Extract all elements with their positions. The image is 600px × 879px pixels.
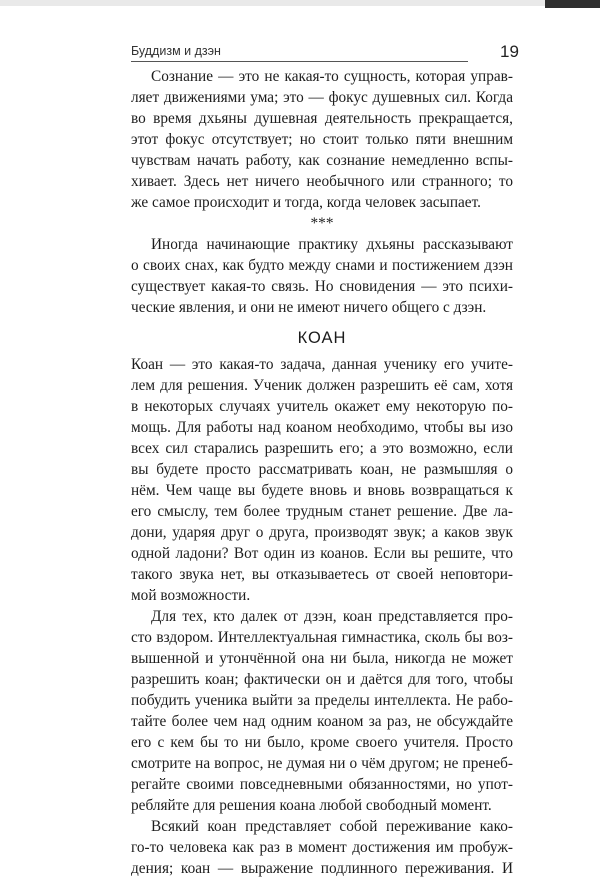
page-corner-mark [545, 0, 600, 8]
text-line: лем для решения. Ученик должен разрешить её сам, хотя [131, 377, 513, 394]
text-line: сто вздором. Интеллектуальная гимнастика, сколь бы воз- [131, 629, 513, 646]
paragraph [131, 354, 513, 606]
section-heading: КОАН [297, 329, 347, 347]
text-line: Для тех, кто далек от дзэн, коан представляется про- [151, 608, 513, 625]
text-line: его с кем бы то ни было, кроме своего учителя. Просто [131, 734, 513, 751]
text-line: Всякий коан представляет собой переживание како- [151, 818, 513, 835]
text-line: регайте своими повседневными обязанностями, но упот- [131, 776, 513, 793]
text-line: о своих снах, как будто между снами и постижением дзэн [131, 257, 513, 274]
paragraph [131, 816, 513, 879]
text-line: нём. Чем чаще вы будете вновь и вновь возвращаться к [131, 482, 513, 499]
paragraph [131, 66, 513, 213]
text-line: мощь. Для работы над коаном необходимо, чтобы вы изо [131, 419, 513, 436]
text-line: Иногда начинающие практику дхьяны рассказывают [151, 236, 513, 253]
text-line: дения; коан — выражение подлинного переживания. И [131, 860, 513, 877]
text-line: разрешить коан; фактически он и даётся для того, чтобы [131, 671, 513, 688]
section-separator: *** [310, 215, 334, 232]
page-number: 19 [500, 42, 519, 61]
text-line: всех сил старались разрешить его; а это возможно, если [131, 440, 513, 457]
text-line: существует какая-то связь. Но сновидения — это психи- [131, 278, 513, 295]
text-line: тайте более чем над одним коаном за раз, не обсуждайте [131, 713, 513, 730]
text-line: одной ладони? Вот один из коанов. Если вы решите, что [131, 545, 513, 562]
text-line: мой возможности. [131, 587, 251, 604]
text-line: ляет движениями ума; это — фокус душевных сил. Когда [131, 89, 513, 106]
page-top-edge [0, 0, 600, 6]
text-line: в некоторых случаях учитель окажет ему некоторую по- [131, 398, 513, 415]
text-line: дони, ударяя друг о друга, производят звук; а каков звук [131, 524, 513, 541]
text-line: ребляйте для решения коана любой свободный момент. [131, 797, 492, 814]
text-line: смотрите на вопрос, не думая ни о чём другом; не пренеб- [131, 755, 513, 772]
running-head-rule [131, 61, 468, 62]
paragraph [131, 606, 513, 816]
text-line: его смыслу, тем более трудным станет решение. Две ла- [131, 503, 513, 520]
text-line: такого звука нет, вы отказываетесь от своей неповтори- [131, 566, 513, 583]
paragraph [131, 234, 513, 318]
text-line: побудить ученика выйти за пределы интеллекта. Не рабо- [131, 692, 513, 709]
text-line: во время дхьяны душевная деятельность прекращается, [131, 110, 513, 127]
text-line: чувствам начать работу, как сознание немедленно вспы- [131, 152, 513, 169]
text-line: хивает. Здесь нет ничего необычного или странного; то [131, 173, 513, 190]
text-line: ческие явления, и они не имеют ничего общего с дзэн. [131, 299, 487, 316]
text-line: Коан — это какая-то задача, данная ученику его учите- [131, 356, 513, 373]
text-line: этот фокус отсутствует; но стоит только пяти внешним [131, 131, 513, 148]
running-head: Буддизм и дзэн [131, 44, 221, 58]
text-line: вышенной и утончённой она ни была, никогда не может [131, 650, 513, 667]
text-line: вы будете просто рассматривать коан, не размышляя о [131, 461, 513, 478]
text-line: же самое происходит и тогда, когда человек засыпает. [131, 194, 481, 211]
body-text [131, 66, 513, 879]
text-line: Сознание — это не какая-то сущность, которая управ- [151, 68, 513, 85]
text-line: го-то человека как раз в момент достижения им пробуж- [131, 839, 513, 856]
